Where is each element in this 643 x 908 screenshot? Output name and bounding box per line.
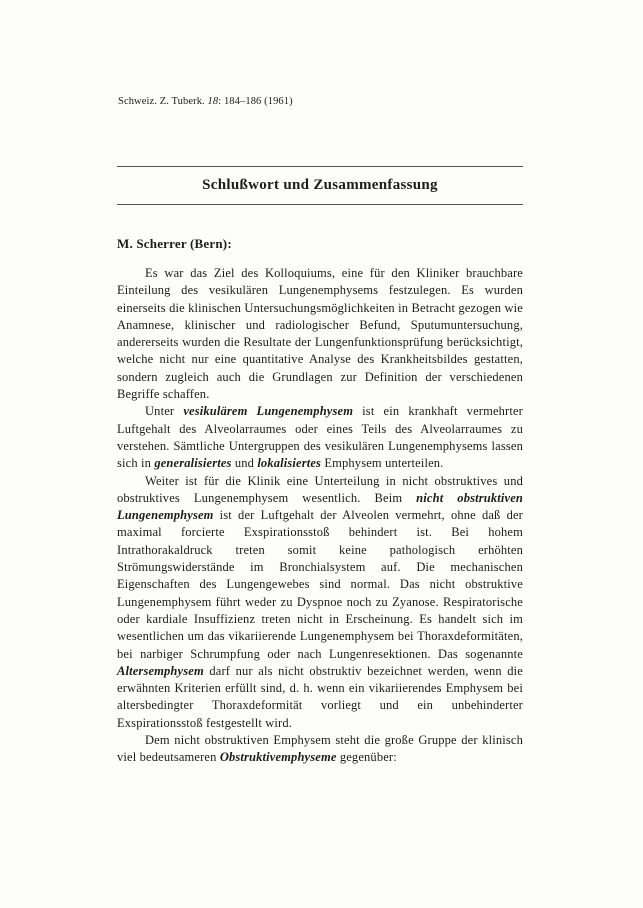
paragraph-1 bbox=[117, 265, 523, 403]
text-run: ist der Luftgehalt der Alveolen vermehrt, ohne daß der maximal forcierte Exspirationsstoß behindert ist. Bei hohem Intrathorakaldruck treten somit keine pathologisch erhöhten Strömungswiderstände im Bronchialsystem auf. Die mechanischen Eigenschaften des Lungengewebes sind normal. Das nicht obstruktive Lungenemphysem führt weder zu Dyspnoe noch zu Zyanose. Respiratorische oder kardiale Insuffizienz treten nicht in Erscheinung. Es handelt sich im wesentlichen um das vikariierende Lungenemphysem bei Thoraxdeformitäten, bei narbiger Schrumpfung oder nach Lungenresektionen. Das sogenannte bbox=[117, 508, 523, 661]
text-run: ist ein krankhaft vermehrter Luftgehalt des Alveolarraumes oder eines Teils des Alveolarraumes zu verstehen. Sämtliche Untergruppen des vesikulären Lungenemphysems lassen sich in bbox=[117, 404, 523, 471]
author-heading: M. Scherrer (Bern): bbox=[117, 236, 232, 251]
paragraph-3 bbox=[117, 473, 523, 732]
emphasis-term: nicht obstruktiven Lungenemphysem bbox=[117, 490, 523, 523]
emphasis-term: Altersemphysem bbox=[117, 663, 204, 678]
text-run: Dem nicht obstruktiven Emphysem steht die große Gruppe der klinisch viel bedeutsameren bbox=[117, 733, 523, 765]
emphasis-term: lokalisiertes bbox=[257, 456, 322, 471]
text-run: Es war das Ziel des Kolloquiums, eine für den Kliniker brauchbare Einteilung des vesikulären Lungenemphysems festzulegen. Es wurden einerseits die klinischen Untersuchungsmöglichkeiten in Betracht gezogen wie Anamnese, klinischer und radiologischer Befund, Sputumuntersuchung, andererseits wurden die Resultate der Lungenfunktionsprüfung berücksichtigt, welche nicht nur eine quantitative Analyse des Krankheitsbildes gestatten, sondern zugleich auch die Grundlagen zur Definition der verschiedenen Begriffe schaffen. bbox=[117, 266, 523, 402]
paragraph-4 bbox=[117, 732, 523, 767]
section-title: Schlußwort und Zusammenfassung bbox=[202, 177, 438, 193]
text-run: darf nur als nicht obstruktiv bezeichnet werden, wenn die erwähnten Kriterien erfüllt sind, d. h. wenn ein vikariierendes Emphysem bei altersbedingter Thoraxdeformität vorliegt und ein unbehinderter Exspirationsstoß festgestellt wird. bbox=[117, 663, 523, 730]
text-run: und bbox=[231, 456, 258, 471]
body-text bbox=[117, 265, 523, 767]
citation-pages-year: : 184–186 (1961) bbox=[218, 96, 293, 107]
text-run: gegenüber: bbox=[336, 750, 397, 765]
title-rule-top bbox=[117, 166, 523, 167]
emphasis-term: vesikulärem Lungenemphysem bbox=[183, 404, 354, 419]
paragraph-2 bbox=[117, 403, 523, 472]
emphasis-term: generalisiertes bbox=[154, 456, 232, 471]
citation-journal: Schweiz. Z. Tuberk. bbox=[118, 96, 205, 107]
text-run: Weiter ist für die Klinik eine Unterteilung in nicht obstruktives und obstruktives Lungenemphysem wesentlich. Beim bbox=[117, 473, 523, 505]
emphasis-term: Obstruktivemphyseme bbox=[219, 750, 337, 765]
title-rule-bottom bbox=[117, 204, 523, 205]
text-run: Emphysem unterteilen. bbox=[321, 456, 444, 471]
citation-volume: 18 bbox=[207, 96, 219, 107]
journal-citation bbox=[118, 96, 293, 107]
text-run: Unter bbox=[145, 404, 184, 419]
